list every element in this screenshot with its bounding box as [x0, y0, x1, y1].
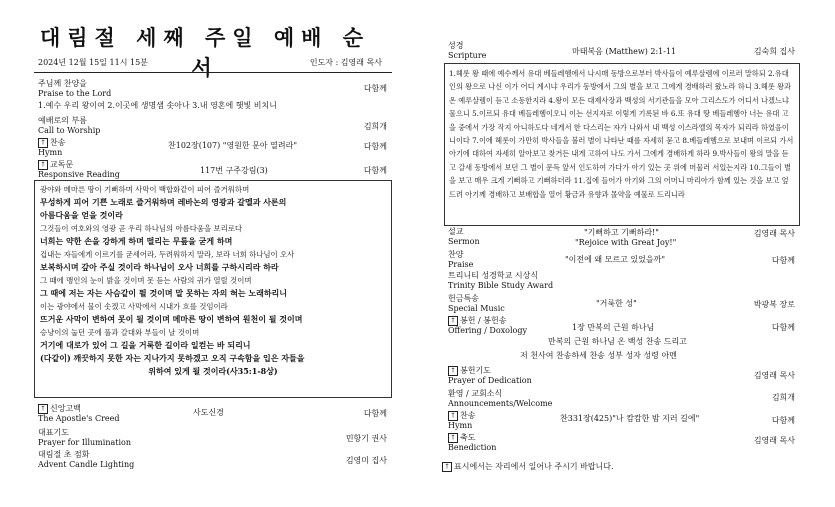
prayer-item	[38, 428, 131, 448]
reading-line: 광야와 메마른 땅이 기뻐하며 사막이 백합화같이 피어 즐거워하며	[40, 185, 250, 194]
praise-ko: 주님께 찬양을	[38, 79, 87, 88]
benediction-person: 김영래 목사	[753, 436, 795, 445]
hymn-item	[38, 138, 65, 158]
reading-line: 겁내는 자들에게 이르기를 굳세어라, 두려워하지 말라, 보라 너희 하나님이 오사	[40, 250, 295, 259]
sermon-title-en: "Rejoice with Great Joy!"	[575, 238, 677, 247]
offering-title: 1장 만복의 근원 하나님	[572, 323, 655, 332]
stand-icon: †	[38, 160, 48, 170]
doxology-line-1: 만복의 근원 하나님 온 백성 찬송 드리고	[548, 337, 687, 346]
advent-ko: 대림절 초 점화	[38, 450, 90, 459]
reading-item	[38, 160, 120, 180]
reading-person: 다함께	[363, 166, 387, 175]
reading-line: 보복하시며 갚아 주실 것이라 하나님이 오사 너희를 구하시리라 하라	[40, 262, 279, 272]
praise-item	[38, 79, 111, 99]
stand-icon: †	[448, 433, 458, 443]
service-leader: 인도자 : 김영래 목사	[309, 58, 382, 67]
reading-line: (다같이) 깨끗하지 못한 자는 지나가지 못하겠고 오직 구속함을 입은 자들을	[40, 353, 305, 363]
creed-person: 다함께	[363, 409, 387, 418]
reading-line: 무성하게 피어 기쁜 노래로 즐거워하며 레바논의 영광과 갈멜과 사론의	[40, 197, 287, 207]
scripture-item	[448, 41, 486, 61]
praise2-title: "이전에 왜 모르고 있었을까"	[565, 255, 665, 264]
reading-line: 그것들이 여호와의 영광 곧 우리 하나님의 아름다움을 보리로다	[40, 224, 243, 233]
hymn2-person: 다함께	[771, 416, 795, 425]
call-item	[38, 116, 100, 136]
dedication-person: 김영래 목사	[753, 371, 795, 380]
hymn2-en: Hymn	[448, 421, 473, 430]
sermon-ko: 설교	[448, 227, 464, 236]
hymn2-ko: 찬송	[460, 411, 476, 420]
welcome-person: 김희개	[771, 393, 795, 402]
praise2-en: Praise	[448, 260, 474, 269]
call-person: 김희개	[363, 122, 387, 131]
scripture-text-box	[444, 63, 800, 226]
scripture-text: 1.헤롯 왕 때에 예수께서 유대 베들레헴에서 나시매 동방으로부터 박사들이 예루살렘에 이르러 말하되 2.유대인의 왕으로 나신 이가 어디 계시냐 우리가 동방에서 그의 별을 보고 그에게 경배하러 왔노라 하니 3.헤롯 왕과 온 예루살렘이 듣고 소동한지라 4.왕이 모든 대제사장과 백성의 서기관들을 모아 그리스도가 어디서 나겠느냐 물으니 5.이르되 유대 베들레헴이오니 이는 선지자로 이렇게 기록된 바 6.또 유대 땅 베들레헴아 너는 유대 고을 중에서 가장 작지 아니하도다 네게서 한 다스리는 자가 나와서 내 백성 이스라엘의 목자가 되리라 하였음이니이다 7.이에 헤롯이 가만히 박사들을 불러 별이 나타난 때를 자세히 묻고 8.베들레헴으로 보내며 이르되 가서 아기에 대하여 자세히 알아보고 찾거든 내게 고하여 나도 가서 그에게 경배하게 하라 9.박사들이 왕의 말을 듣고 갈새 동방에서 보던 그 별이 문득 앞서 인도하여 가다가 아기 있는 곳 위에 머물러 서있는지라 10.그들이 별을 보고 매우 크게 기뻐하고 기뻐하더라 11.집에 들어가 아기와 그의 어머니 마리아가 함께 있는 것을 보고 엎드려 아기께 경배하고 보배합을 열어 황금과 유향과 몰약을 예물로 드리니라	[449, 69, 794, 199]
reading-line: 너희는 약한 손을 강하게 하며 떨리는 무릎을 굳게 하며	[40, 236, 233, 246]
advent-en: Advent Candle Lighting	[38, 460, 135, 469]
award-ko: 트리니티 성경학교 시상식	[448, 271, 539, 280]
advent-item	[38, 450, 134, 470]
reading-en: Responsive Reading	[38, 170, 120, 179]
special-ko: 헌금특송	[448, 294, 479, 303]
reading-number: 117번 구주강림(3)	[200, 166, 268, 175]
dedication-ko: 봉헌기도	[460, 366, 491, 375]
praise-en: Praise to the Lord	[38, 89, 112, 98]
prayer-ko: 대표기도	[38, 428, 69, 437]
offering-item	[448, 316, 527, 336]
praise2-person: 다함께	[771, 256, 795, 265]
service-date: 2024년 12월 15일 11시 15분	[38, 58, 148, 67]
hymn2-title: 찬331장(425)"나 캄캄한 밤 지러 길에"	[560, 414, 700, 423]
call-ko: 예배로의 부름	[38, 116, 87, 125]
praise2-item	[448, 250, 473, 270]
stand-icon: †	[442, 462, 452, 472]
reading-line: 그 때에 저는 자는 사슴같이 뛸 것이며 말 못하는 자의 혀는 노래하리니	[40, 288, 288, 298]
stand-icon: †	[448, 366, 458, 376]
offering-person: 다함께	[771, 323, 795, 332]
reading-line: 그 때에 맹인의 눈이 밝을 것이며 못 듣는 사람의 귀가 열릴 것이며	[40, 276, 252, 285]
hymn-en: Hymn	[38, 148, 63, 157]
stand-icon: †	[448, 316, 458, 326]
call-en: Call to Worship	[38, 126, 101, 135]
benediction-item	[448, 433, 496, 453]
special-en: Special Music	[448, 304, 505, 313]
sermon-en: Sermon	[448, 237, 480, 246]
welcome-en: Announcements/Welcome	[448, 399, 553, 408]
stand-icon: †	[448, 411, 458, 421]
hymn-person: 다함께	[363, 142, 387, 151]
page-title: 대림절 세째 주일 예배 순서	[39, 25, 371, 80]
scripture-person: 김숙희 집사	[753, 47, 795, 56]
sermon-person: 김영래 목사	[753, 229, 795, 238]
reading-line: 위하여 있게 될 것이라(사35:1-8상)	[148, 366, 278, 376]
sermon-item	[448, 227, 480, 247]
benediction-ko: 축도	[460, 433, 476, 442]
standing-note-text: 표시에서는 자리에서 일어나 주시기 바랍니다.	[454, 462, 614, 471]
award-item	[448, 271, 553, 291]
dedication-en: Prayer of Dedication	[448, 376, 532, 385]
reading-ko: 교독문	[50, 160, 74, 169]
sermon-title-ko: "기뻐하고 기뻐하라!"	[584, 228, 659, 237]
offering-ko: 봉헌 / 봉헌송	[460, 316, 507, 325]
award-en: Trinity Bible Study Award	[448, 281, 554, 290]
creed-en: The Apostle's Creed	[38, 414, 120, 423]
creed-item	[38, 404, 119, 424]
creed-title: 사도신경	[193, 408, 224, 417]
doxology-line-2: 저 천사여 찬송하세 찬송 성부 성자 성령 아멘	[520, 351, 677, 360]
stand-icon: †	[38, 404, 48, 414]
special-title: "거룩한 성"	[596, 299, 637, 308]
reading-line: 승냥이의 눕던 곳에 풀과 갈대와 부들이 날 것이며	[40, 328, 200, 337]
special-item	[448, 294, 505, 314]
scripture-en: Scripture	[448, 51, 487, 60]
hymn-ko: 찬송	[50, 138, 66, 147]
reading-line: 거기에 대로가 있어 그 길을 거룩한 길이라 일컫는 바 되리니	[40, 340, 251, 350]
stand-icon: †	[38, 138, 48, 148]
praise-lyrics: 1.예수 우리 왕이여 2.이곳에 생명샘 솟아나 3.내 영혼에 햇빛 비치니	[38, 101, 277, 110]
reading-line: 이는 광야에서 물이 솟겠고 사막에서 시내가 흐를 것임이라	[40, 302, 228, 311]
praise-person: 다함께	[363, 84, 387, 93]
welcome-ko: 환영 / 교회소식	[448, 389, 503, 398]
standing-note	[442, 462, 614, 472]
offering-en: Offering / Doxology	[448, 326, 527, 335]
scripture-ko: 성경	[448, 41, 464, 50]
praise2-ko: 찬양	[448, 250, 464, 259]
hymn2-item	[448, 411, 475, 431]
dedication-item	[448, 366, 532, 386]
reading-line: 뜨거운 사막이 변하여 못이 될 것이며 메마른 땅이 변하여 원천이 될 것이며	[40, 314, 303, 324]
reading-line: 아름다움을 얻을 것이라	[40, 210, 123, 220]
advent-person: 김영미 집사	[345, 456, 387, 465]
prayer-person: 민항기 권사	[345, 434, 387, 443]
special-person: 박광복 장로	[753, 300, 795, 309]
benediction-en: Benediction	[448, 443, 497, 452]
prayer-en: Prayer for Illumination	[38, 438, 131, 447]
hymn-title: 찬102장(107) "영원한 문아 열려라"	[168, 141, 298, 150]
welcome-item	[448, 389, 552, 409]
header-divider	[34, 72, 392, 73]
creed-ko: 신앙고백	[50, 404, 81, 413]
responsive-reading-box	[34, 180, 392, 398]
scripture-reference: 마태복음 (Matthew) 2:1-11	[572, 47, 677, 56]
